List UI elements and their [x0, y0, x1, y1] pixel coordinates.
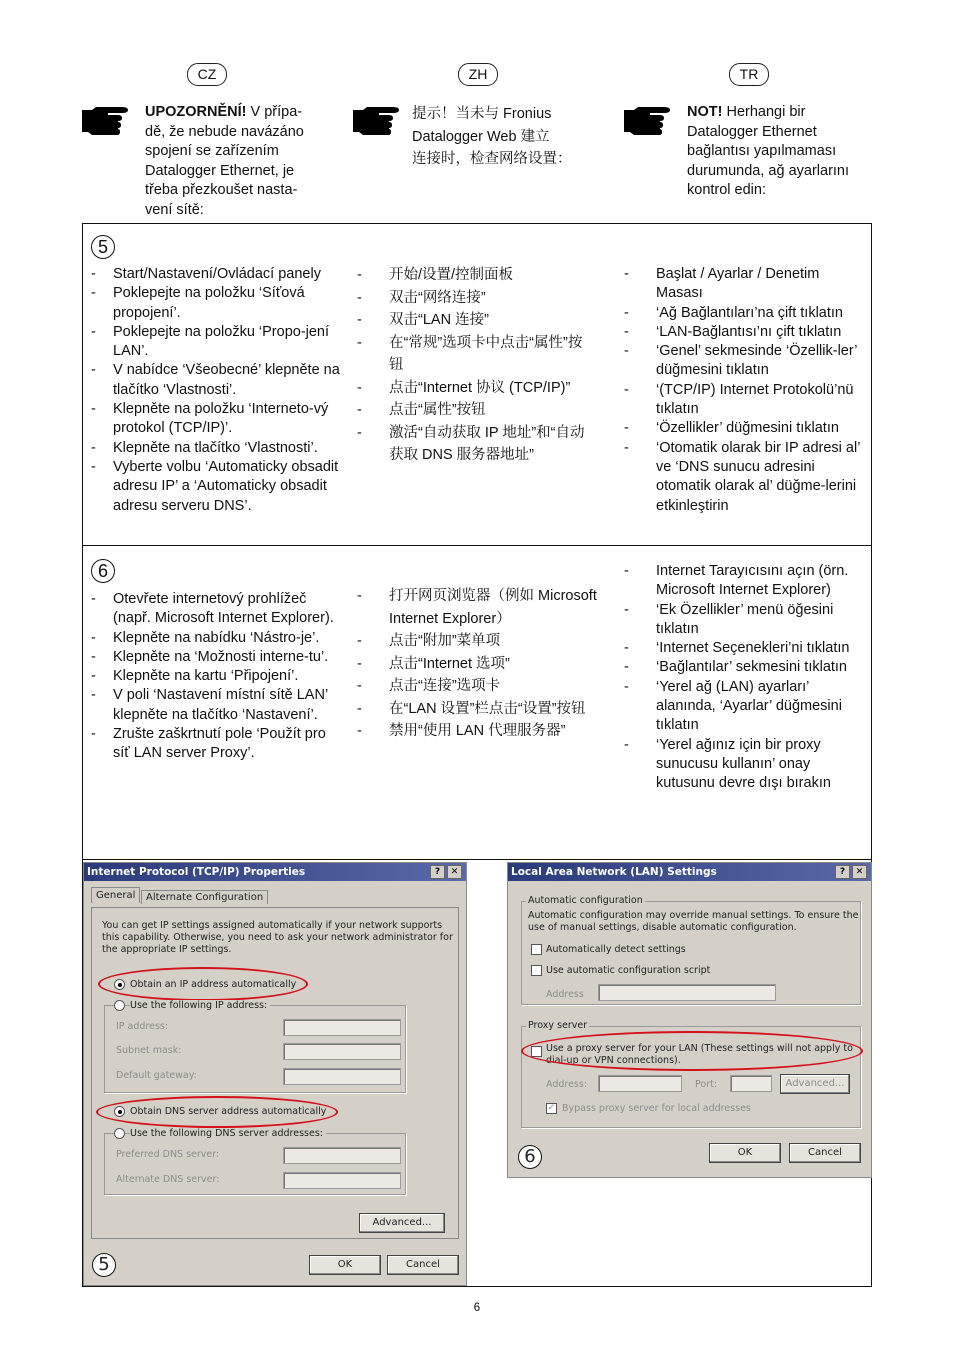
list-item: - Vyberte volbu ‘Automaticky obsadit adresu IP’ a ‘Automaticky obsadit adresu serveru DNS’. — [91, 458, 346, 516]
list-item: - 点击“Internet 协议 (TCP/IP)” — [357, 377, 587, 400]
list-item: - Zrušte zaškrtnutí pole ‘Použít pro síť LAN server Proxy’. — [91, 725, 346, 764]
script-address-field[interactable] — [598, 984, 776, 1001]
highlight-oval — [98, 967, 308, 1001]
detect-settings-checkbox[interactable] — [531, 944, 542, 955]
step-6-list-cz — [91, 590, 346, 764]
tab-alternate-configuration[interactable]: Alternate Configuration — [141, 890, 268, 904]
list-item: - ‘(TCP/IP) Internet Protokolü’nü tıklatın — [624, 381, 864, 420]
list-item: - 打开网页浏览器（例如 Microsoft Internet Explorer） — [357, 585, 597, 630]
proxy-server-title: Proxy server — [528, 1020, 588, 1031]
list-item: - ‘Bağlantılar’ sekmesini tıklatın — [624, 658, 864, 677]
step-5-list-tr — [624, 265, 864, 516]
obtain-ip-label: Obtain an IP address automatically — [130, 979, 297, 990]
list-item: - ‘Ağ Bağlantıları’na çift tıklatın — [624, 304, 864, 323]
use-ip-radio[interactable] — [114, 1000, 125, 1011]
highlight-oval — [521, 1031, 863, 1071]
subnet-mask-field[interactable] — [283, 1043, 401, 1060]
use-proxy-label: Use a proxy server for your LAN (These settings will not apply to dial-up or VPN connections). — [546, 1043, 853, 1066]
detect-settings-label: Automatically detect settings — [546, 944, 686, 955]
page-number: 6 — [473, 1302, 481, 1314]
step-6-number: 6 — [91, 559, 115, 583]
ok-button[interactable]: OK — [309, 1255, 381, 1275]
list-item: - 双击“LAN 连接” — [357, 309, 587, 332]
advanced-button[interactable]: Advanced... — [359, 1213, 445, 1233]
use-ip-label: Use the following IP address: — [130, 1000, 270, 1011]
bypass-checkbox[interactable]: ✓ — [547, 1103, 556, 1113]
step-6-list-zh — [357, 585, 597, 743]
list-item: - V nabídce ‘Všeobecné’ klepněte na tlačítko ‘Vlastnosti’. — [91, 361, 346, 400]
list-item: - 激活“自动获取 IP 地址”和“自动获取 DNS 服务器地址” — [357, 422, 587, 467]
close-button[interactable]: ✕ — [447, 865, 462, 879]
obtain-dns-label: Obtain DNS server address automatically — [130, 1106, 327, 1117]
list-item: - Poklepejte na položku ‘Síťová propojení’. — [91, 284, 346, 323]
list-item: - Klepněte na tlačítko ‘Vlastnosti’. — [91, 439, 346, 458]
ok-button[interactable]: OK — [709, 1143, 781, 1163]
list-item: - ‘Ek Özellikler’ menü öğesini tıklatın — [624, 601, 864, 640]
list-item: - 点击“Internet 选项” — [357, 653, 597, 676]
list-item: - 点击“附加”菜单项 — [357, 630, 597, 653]
port-field[interactable] — [730, 1075, 772, 1092]
list-item: - 点击“连接”选项卡 — [357, 675, 597, 698]
list-item: - Klepněte na kartu ‘Připojení’. — [91, 667, 346, 686]
pointing-hand-icon — [351, 106, 407, 136]
preferred-dns-field[interactable] — [283, 1147, 401, 1164]
alternate-dns-label: Alternate DNS server: — [116, 1174, 220, 1185]
list-item: - Start/Nastavení/Ovládací panely — [91, 265, 346, 284]
default-gateway-label: Default gateway: — [116, 1070, 197, 1081]
note-cz: UPOZORNĚNÍ! V přípa- dě, že nebude navázáno spojení se zařízením Datalogger Ethernet, je třeba přezkoušet nasta- vení sítě: — [145, 104, 304, 218]
ip-address-field[interactable] — [283, 1019, 401, 1036]
port-label: Port: — [695, 1079, 718, 1090]
dialog-title: Local Area Network (LAN) Settings ? ✕ — [508, 863, 871, 881]
list-item: - Klepněte na ‘Možnosti interne-tu’. — [91, 648, 346, 667]
help-button[interactable]: ? — [430, 865, 445, 879]
list-item: - 点击“属性”按钮 — [357, 399, 587, 422]
config-script-checkbox[interactable] — [531, 965, 542, 976]
list-item: - Klepněte na nabídku ‘Nástro-je’. — [91, 629, 346, 648]
step-5-badge: 5 — [92, 1253, 116, 1277]
use-dns-label: Use the following DNS server addresses: — [130, 1128, 326, 1139]
step-6-list-tr — [624, 562, 864, 794]
close-button[interactable]: ✕ — [852, 865, 867, 879]
step-5-number: 5 — [91, 235, 115, 259]
cancel-button[interactable]: Cancel — [789, 1143, 861, 1163]
bypass-label: Bypass proxy server for local addresses — [562, 1103, 751, 1114]
help-button[interactable]: ? — [835, 865, 850, 879]
proxy-address-field[interactable] — [598, 1075, 682, 1092]
pointing-hand-icon — [80, 106, 136, 136]
lan-settings-dialog — [507, 862, 872, 1178]
list-item: - V poli ‘Nastavení místní sítě LAN’ klepněte na tlačítko ‘Nastavení’. — [91, 686, 346, 725]
list-item: - ‘Internet Seçenekleri’ni tıklatın — [624, 639, 864, 658]
default-gateway-field[interactable] — [283, 1068, 401, 1085]
subnet-mask-label: Subnet mask: — [116, 1045, 182, 1056]
divider — [82, 859, 872, 860]
list-item: - ‘Yerel ağınız için bir proxy sunucusu kullanın’ onay kutusunu devre dışı bırakın — [624, 736, 864, 794]
lang-badge-tr: TR — [729, 63, 769, 86]
note-zh: 提示！当未与 Fronius Datalogger Web 建立 连接时，检查网络设置： — [412, 106, 572, 167]
proxy-advanced-button[interactable]: Advanced... — [780, 1074, 850, 1094]
ip-address-label: IP address: — [116, 1021, 169, 1032]
automatic-configuration-text: Automatic configuration may override manual settings. To ensure the use of manual settings, disable automatic configuration. — [528, 910, 859, 933]
use-dns-radio[interactable] — [114, 1128, 125, 1139]
list-item: - ‘Yerel ağ (LAN) ayarları’ alanında, ‘Ayarlar’ düğmesini tıklatın — [624, 678, 864, 736]
lang-badge-cz: CZ — [187, 63, 227, 86]
list-item: - ‘Genel’ sekmesinde ‘Özellik-ler’ düğmesini tıklatın — [624, 342, 864, 381]
list-item: - Poklepejte na položku ‘Propo-jení LAN’. — [91, 323, 346, 362]
list-item: - 双击“网络连接” — [357, 287, 587, 310]
automatic-configuration-title: Automatic configuration — [528, 895, 643, 906]
highlight-oval — [96, 1096, 338, 1128]
pointing-hand-icon — [622, 106, 678, 136]
list-item: - 在“LAN 设置”栏点击“设置”按钮 — [357, 698, 597, 721]
preferred-dns-label: Preferred DNS server: — [116, 1149, 220, 1160]
alternate-dns-field[interactable] — [283, 1172, 401, 1189]
step-5-list-zh — [357, 264, 587, 467]
list-item: - Internet Tarayıcısını açın (örn. Microsoft Internet Explorer) — [624, 562, 864, 601]
step-6-badge: 6 — [518, 1145, 542, 1169]
lang-badge-zh: ZH — [458, 63, 498, 86]
list-item: - Başlat / Ayarlar / Denetim Masası — [624, 265, 864, 304]
intro-text: You can get IP settings assigned automatically if your network supports this capability. Otherwise, you need to ask your network administrator for the appropriate IP settings. — [102, 920, 453, 955]
list-item: - 开始/设置/控制面板 — [357, 264, 587, 287]
list-item: - Otevřete internetový prohlížeč (např. Microsoft Internet Explorer). — [91, 590, 346, 629]
config-script-label: Use automatic configuration script — [546, 965, 711, 976]
list-item: - 在“常规”选项卡中点击“属性”按钮 — [357, 332, 587, 377]
list-item: - ‘Özellikler’ düğmesini tıklatın — [624, 419, 864, 438]
cancel-button[interactable]: Cancel — [387, 1255, 459, 1275]
list-item: - ‘Otomatik olarak bir IP adresi al’ ve ‘DNS sunucu adresini otomatik olarak al’ düğme-lerini etkinleştirin — [624, 439, 864, 516]
tcpip-properties-dialog — [83, 862, 467, 1286]
list-item: - 禁用“使用 LAN 代理服务器” — [357, 720, 597, 743]
step-5-list-cz — [91, 265, 346, 516]
list-item: - Klepněte na položku ‘Interneto-vý protokol (TCP/IP)’. — [91, 400, 346, 439]
script-address-label: Address — [546, 989, 584, 1000]
proxy-address-label: Address: — [546, 1079, 588, 1090]
note-tr: NOT! Herhangi bir Datalogger Ethernet bağlantısı yapılmaması durumunda, ağ ayarlarını kontrol edin: — [687, 104, 850, 198]
list-item: - ‘LAN-Bağlantısı’nı çift tıklatın — [624, 323, 864, 342]
dialog-title: Internet Protocol (TCP/IP) Properties ? ✕ — [84, 863, 466, 881]
tab-general[interactable]: General — [91, 887, 140, 903]
